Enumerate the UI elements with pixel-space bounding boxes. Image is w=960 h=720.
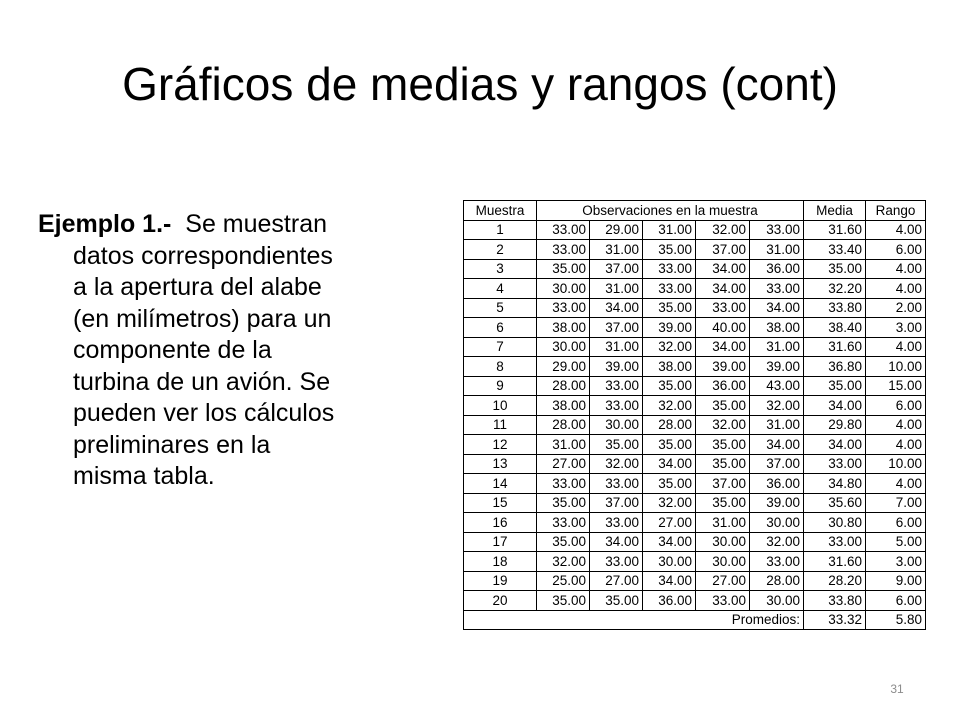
rango-cell: 5.00 xyxy=(866,532,926,552)
table-row xyxy=(464,357,926,377)
obs-cell: 32.00 xyxy=(750,396,804,416)
table-row xyxy=(464,376,926,396)
obs-cell: 35.00 xyxy=(696,435,750,455)
obs-cell: 33.00 xyxy=(750,220,804,240)
muestra-cell: 18 xyxy=(464,552,537,572)
obs-cell: 36.00 xyxy=(643,591,696,611)
obs-cell: 31.00 xyxy=(750,337,804,357)
muestra-cell: 13 xyxy=(464,454,537,474)
media-cell: 33.80 xyxy=(804,591,866,611)
obs-cell: 30.00 xyxy=(696,552,750,572)
obs-cell: 30.00 xyxy=(537,279,590,299)
rango-cell: 6.00 xyxy=(866,396,926,416)
body-line: datos correspondientes xyxy=(73,241,333,270)
obs-cell: 30.00 xyxy=(750,513,804,533)
muestra-cell: 15 xyxy=(464,493,537,513)
obs-cell: 35.00 xyxy=(590,591,643,611)
table-row xyxy=(464,454,926,474)
media-cell: 33.00 xyxy=(804,454,866,474)
obs-cell: 31.00 xyxy=(643,220,696,240)
obs-cell: 40.00 xyxy=(696,318,750,338)
table-row xyxy=(464,474,926,494)
rango-cell: 4.00 xyxy=(866,435,926,455)
obs-cell: 27.00 xyxy=(696,571,750,591)
muestra-cell: 4 xyxy=(464,279,537,299)
table-row xyxy=(464,493,926,513)
obs-cell: 31.00 xyxy=(537,435,590,455)
rango-cell: 10.00 xyxy=(866,357,926,377)
obs-cell: 31.00 xyxy=(590,240,643,260)
obs-cell: 34.00 xyxy=(696,337,750,357)
rango-cell: 6.00 xyxy=(866,591,926,611)
body-line: (en milímetros) para un xyxy=(73,304,332,333)
body-line: pueden ver los cálculos xyxy=(73,399,335,427)
body-line-1-rest: Se muestran xyxy=(171,210,328,238)
rango-cell: 6.00 xyxy=(866,513,926,533)
obs-cell: 25.00 xyxy=(537,571,590,591)
media-cell: 35.00 xyxy=(804,376,866,396)
obs-cell: 33.00 xyxy=(696,298,750,318)
body-line: preliminares en la xyxy=(73,430,271,459)
table-row xyxy=(464,240,926,260)
obs-cell: 28.00 xyxy=(643,415,696,435)
media-cell: 34.80 xyxy=(804,474,866,494)
obs-cell: 33.00 xyxy=(590,552,643,572)
obs-cell: 32.00 xyxy=(643,396,696,416)
obs-cell: 33.00 xyxy=(537,513,590,533)
obs-cell: 32.00 xyxy=(590,454,643,474)
obs-cell: 27.00 xyxy=(643,513,696,533)
rango-cell: 4.00 xyxy=(866,415,926,435)
muestra-cell: 8 xyxy=(464,357,537,377)
muestra-cell: 5 xyxy=(464,298,537,318)
rango-cell: 4.00 xyxy=(866,220,926,240)
table-row xyxy=(464,532,926,552)
media-cell: 33.40 xyxy=(804,240,866,260)
media-cell: 28.20 xyxy=(804,571,866,591)
obs-cell: 33.00 xyxy=(537,474,590,494)
table-row xyxy=(464,318,926,338)
obs-cell: 37.00 xyxy=(590,493,643,513)
media-cell: 29.80 xyxy=(804,415,866,435)
rango-cell: 3.00 xyxy=(866,318,926,338)
promedio-rango: 5.80 xyxy=(866,610,926,630)
data-table xyxy=(463,200,926,630)
obs-cell: 30.00 xyxy=(750,591,804,611)
example-description xyxy=(38,209,448,493)
body-line: a la apertura del alabe xyxy=(73,273,322,301)
table-row xyxy=(464,220,926,240)
rango-cell: 3.00 xyxy=(866,552,926,572)
body-line: turbina de un avión. Se xyxy=(73,367,331,396)
obs-cell: 39.00 xyxy=(750,357,804,377)
obs-cell: 35.00 xyxy=(537,493,590,513)
media-cell: 31.60 xyxy=(804,337,866,357)
obs-cell: 30.00 xyxy=(590,415,643,435)
obs-cell: 36.00 xyxy=(696,376,750,396)
obs-cell: 33.00 xyxy=(643,279,696,299)
media-cell: 34.00 xyxy=(804,396,866,416)
obs-cell: 32.00 xyxy=(537,552,590,572)
table-body xyxy=(464,220,926,610)
muestra-cell: 19 xyxy=(464,571,537,591)
obs-cell: 38.00 xyxy=(643,357,696,377)
rango-cell: 10.00 xyxy=(866,454,926,474)
table-row xyxy=(464,435,926,455)
media-cell: 30.80 xyxy=(804,513,866,533)
obs-cell: 37.00 xyxy=(696,474,750,494)
obs-cell: 39.00 xyxy=(590,357,643,377)
muestra-cell: 16 xyxy=(464,513,537,533)
rango-cell: 4.00 xyxy=(866,474,926,494)
obs-cell: 35.00 xyxy=(696,396,750,416)
media-cell: 35.60 xyxy=(804,493,866,513)
obs-cell: 37.00 xyxy=(590,259,643,279)
header-muestra: Muestra xyxy=(464,201,537,221)
obs-cell: 32.00 xyxy=(643,337,696,357)
header-observaciones: Observaciones en la muestra xyxy=(537,201,804,221)
obs-cell: 34.00 xyxy=(590,298,643,318)
obs-cell: 43.00 xyxy=(750,376,804,396)
obs-cell: 34.00 xyxy=(696,279,750,299)
obs-cell: 35.00 xyxy=(537,532,590,552)
muestra-cell: 1 xyxy=(464,220,537,240)
obs-cell: 33.00 xyxy=(696,591,750,611)
table-row xyxy=(464,571,926,591)
muestra-cell: 9 xyxy=(464,376,537,396)
obs-cell: 38.00 xyxy=(537,318,590,338)
obs-cell: 35.00 xyxy=(537,259,590,279)
obs-cell: 35.00 xyxy=(643,240,696,260)
obs-cell: 37.00 xyxy=(696,240,750,260)
promedio-media: 33.32 xyxy=(804,610,866,630)
obs-cell: 35.00 xyxy=(696,454,750,474)
obs-cell: 33.00 xyxy=(537,298,590,318)
obs-cell: 28.00 xyxy=(537,415,590,435)
rango-cell: 2.00 xyxy=(866,298,926,318)
obs-cell: 37.00 xyxy=(750,454,804,474)
rango-cell: 15.00 xyxy=(866,376,926,396)
muestra-cell: 3 xyxy=(464,259,537,279)
promedios-row xyxy=(464,610,926,630)
muestra-cell: 12 xyxy=(464,435,537,455)
obs-cell: 34.00 xyxy=(643,571,696,591)
obs-cell: 39.00 xyxy=(643,318,696,338)
media-cell: 31.60 xyxy=(804,220,866,240)
obs-cell: 31.00 xyxy=(750,415,804,435)
muestra-cell: 7 xyxy=(464,337,537,357)
obs-cell: 35.00 xyxy=(537,591,590,611)
obs-cell: 30.00 xyxy=(696,532,750,552)
obs-cell: 31.00 xyxy=(590,279,643,299)
muestra-cell: 2 xyxy=(464,240,537,260)
promedios-label: Promedios: xyxy=(464,610,804,630)
obs-cell: 28.00 xyxy=(537,376,590,396)
rango-cell: 7.00 xyxy=(866,493,926,513)
muestra-cell: 10 xyxy=(464,396,537,416)
obs-cell: 31.00 xyxy=(696,513,750,533)
obs-cell: 29.00 xyxy=(590,220,643,240)
obs-cell: 39.00 xyxy=(750,493,804,513)
obs-cell: 33.00 xyxy=(590,513,643,533)
body-line-1 xyxy=(38,209,448,241)
rango-cell: 4.00 xyxy=(866,279,926,299)
obs-cell: 34.00 xyxy=(643,532,696,552)
body-line: misma tabla. xyxy=(73,462,215,490)
media-cell: 35.00 xyxy=(804,259,866,279)
obs-cell: 33.00 xyxy=(643,259,696,279)
obs-cell: 35.00 xyxy=(643,376,696,396)
obs-cell: 38.00 xyxy=(537,396,590,416)
table-row xyxy=(464,298,926,318)
media-cell: 31.60 xyxy=(804,552,866,572)
table-row xyxy=(464,396,926,416)
rango-cell: 9.00 xyxy=(866,571,926,591)
obs-cell: 38.00 xyxy=(750,318,804,338)
table-row xyxy=(464,279,926,299)
obs-cell: 31.00 xyxy=(750,240,804,260)
table-row xyxy=(464,552,926,572)
obs-cell: 30.00 xyxy=(643,552,696,572)
obs-cell: 27.00 xyxy=(537,454,590,474)
muestra-cell: 17 xyxy=(464,532,537,552)
table-row xyxy=(464,337,926,357)
obs-cell: 34.00 xyxy=(643,454,696,474)
obs-cell: 33.00 xyxy=(590,376,643,396)
obs-cell: 33.00 xyxy=(750,279,804,299)
media-cell: 33.80 xyxy=(804,298,866,318)
obs-cell: 33.00 xyxy=(537,220,590,240)
obs-cell: 27.00 xyxy=(590,571,643,591)
obs-cell: 34.00 xyxy=(696,259,750,279)
table-row xyxy=(464,513,926,533)
obs-cell: 32.00 xyxy=(696,415,750,435)
obs-cell: 36.00 xyxy=(750,259,804,279)
rango-cell: 4.00 xyxy=(866,337,926,357)
media-cell: 33.00 xyxy=(804,532,866,552)
obs-cell: 30.00 xyxy=(537,337,590,357)
obs-cell: 33.00 xyxy=(537,240,590,260)
media-cell: 36.80 xyxy=(804,357,866,377)
obs-cell: 33.00 xyxy=(590,396,643,416)
muestra-cell: 11 xyxy=(464,415,537,435)
obs-cell: 29.00 xyxy=(537,357,590,377)
example-lead: Ejemplo 1.- xyxy=(38,210,172,238)
header-media: Media xyxy=(804,201,866,221)
muestra-cell: 6 xyxy=(464,318,537,338)
slide-title: Gráficos de medias y rangos (cont) xyxy=(122,58,838,110)
obs-cell: 36.00 xyxy=(750,474,804,494)
table-row xyxy=(464,259,926,279)
obs-cell: 32.00 xyxy=(643,493,696,513)
table-row xyxy=(464,591,926,611)
obs-cell: 37.00 xyxy=(590,318,643,338)
obs-cell: 32.00 xyxy=(750,532,804,552)
muestra-cell: 20 xyxy=(464,591,537,611)
obs-cell: 34.00 xyxy=(750,298,804,318)
rango-cell: 4.00 xyxy=(866,259,926,279)
obs-cell: 35.00 xyxy=(643,298,696,318)
page-number: 31 xyxy=(890,682,904,696)
table-header-row xyxy=(464,201,926,221)
media-cell: 32.20 xyxy=(804,279,866,299)
obs-cell: 35.00 xyxy=(643,435,696,455)
obs-cell: 33.00 xyxy=(750,552,804,572)
obs-cell: 39.00 xyxy=(696,357,750,377)
obs-cell: 35.00 xyxy=(696,493,750,513)
obs-cell: 34.00 xyxy=(750,435,804,455)
media-cell: 34.00 xyxy=(804,435,866,455)
obs-cell: 33.00 xyxy=(590,474,643,494)
rango-cell: 6.00 xyxy=(866,240,926,260)
body-line: componente de la xyxy=(73,336,272,364)
header-rango: Rango xyxy=(866,201,926,221)
table-row xyxy=(464,415,926,435)
media-cell: 38.40 xyxy=(804,318,866,338)
obs-cell: 32.00 xyxy=(696,220,750,240)
obs-cell: 35.00 xyxy=(643,474,696,494)
obs-cell: 31.00 xyxy=(590,337,643,357)
obs-cell: 34.00 xyxy=(590,532,643,552)
muestra-cell: 14 xyxy=(464,474,537,494)
obs-cell: 35.00 xyxy=(590,435,643,455)
obs-cell: 28.00 xyxy=(750,571,804,591)
